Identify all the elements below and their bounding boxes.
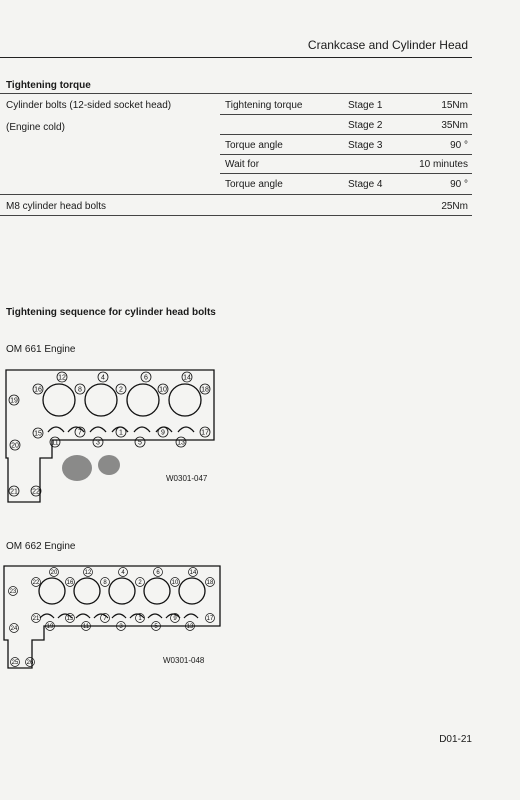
torque-bottom-rule: [0, 215, 472, 216]
svg-text:25: 25: [11, 660, 19, 666]
svg-text:24: 24: [10, 626, 18, 632]
bolt-condition-label: (Engine cold): [6, 122, 65, 133]
svg-text:16: 16: [66, 580, 74, 586]
row4-type: Wait for: [225, 159, 260, 170]
svg-text:3: 3: [96, 439, 100, 447]
row4-value: 10 minutes: [419, 159, 468, 170]
engine1-figure-code: W0301-047: [166, 474, 208, 483]
svg-text:14: 14: [183, 374, 191, 382]
svg-text:23: 23: [9, 589, 17, 595]
row2-stage: Stage 2: [348, 120, 383, 131]
svg-text:18: 18: [201, 386, 209, 394]
row5-stage: Stage 4: [348, 179, 383, 190]
svg-text:20: 20: [50, 570, 58, 576]
svg-text:15: 15: [34, 430, 42, 438]
svg-text:12: 12: [84, 570, 92, 576]
svg-text:17: 17: [206, 616, 214, 622]
svg-text:6: 6: [156, 570, 160, 576]
svg-text:8: 8: [103, 580, 107, 586]
svg-text:4: 4: [101, 374, 105, 382]
svg-text:10: 10: [171, 580, 179, 586]
svg-text:13: 13: [177, 439, 185, 447]
engine1-head-diagram: [0, 362, 240, 507]
page-number: D01-21: [439, 734, 472, 745]
row5-value: 90 °: [450, 179, 468, 190]
m8-label: M8 cylinder head bolts: [6, 201, 107, 212]
row-rule: [220, 114, 472, 115]
svg-text:13: 13: [186, 624, 194, 630]
svg-text:1: 1: [138, 616, 142, 622]
row3-type: Torque angle: [225, 140, 283, 151]
row-rule: [220, 154, 472, 155]
svg-text:17: 17: [201, 429, 209, 437]
svg-text:22: 22: [32, 580, 40, 586]
svg-text:9: 9: [161, 429, 165, 437]
svg-text:11: 11: [51, 439, 59, 447]
svg-text:18: 18: [206, 580, 214, 586]
row2-value: 35Nm: [441, 120, 468, 131]
svg-text:4: 4: [121, 570, 125, 576]
svg-text:6: 6: [144, 374, 148, 382]
ink-smudge: [62, 455, 92, 481]
svg-text:19: 19: [10, 397, 18, 405]
row3-value: 90 °: [450, 140, 468, 151]
svg-text:2: 2: [119, 386, 123, 394]
row1-stage: Stage 1: [348, 100, 383, 111]
svg-text:21: 21: [10, 488, 18, 496]
svg-text:20: 20: [11, 442, 19, 450]
row5-type: Torque angle: [225, 179, 283, 190]
ink-smudge: [98, 455, 120, 475]
svg-text:5: 5: [154, 624, 158, 630]
svg-text:5: 5: [138, 439, 142, 447]
torque-section-title: Tightening torque: [6, 80, 91, 91]
bolt-label: Cylinder bolts (12-sided socket head): [6, 100, 172, 111]
row1-value: 15Nm: [441, 100, 468, 111]
m8-value: 25Nm: [441, 201, 468, 212]
engine1-label: OM 661 Engine: [6, 344, 76, 355]
engine2-figure-code: W0301-048: [163, 656, 205, 665]
row-rule: [220, 173, 472, 174]
row1-type: Tightening torque: [225, 100, 303, 111]
svg-text:8: 8: [78, 386, 82, 394]
svg-text:15: 15: [66, 616, 74, 622]
svg-text:16: 16: [34, 386, 42, 394]
svg-text:7: 7: [78, 429, 82, 437]
svg-text:11: 11: [82, 624, 90, 630]
svg-text:2: 2: [138, 580, 142, 586]
page-header-title: Crankcase and Cylinder Head: [307, 38, 468, 52]
svg-text:7: 7: [103, 616, 107, 622]
torque-top-rule: [0, 93, 472, 94]
svg-text:3: 3: [119, 624, 123, 630]
engine2-label: OM 662 Engine: [6, 541, 76, 552]
svg-text:9: 9: [173, 616, 177, 622]
row-rule: [220, 134, 472, 135]
svg-text:19: 19: [46, 624, 54, 630]
svg-text:14: 14: [189, 570, 197, 576]
torque-mid-rule: [0, 194, 472, 195]
svg-text:22: 22: [32, 488, 40, 496]
svg-text:21: 21: [32, 616, 40, 622]
svg-text:10: 10: [159, 386, 167, 394]
sequence-section-title: Tightening sequence for cylinder head bolts: [6, 307, 216, 318]
svg-text:1: 1: [119, 429, 123, 437]
row3-stage: Stage 3: [348, 140, 383, 151]
svg-text:12: 12: [58, 374, 66, 382]
header-divider: [0, 57, 472, 58]
svg-text:26: 26: [26, 660, 34, 666]
